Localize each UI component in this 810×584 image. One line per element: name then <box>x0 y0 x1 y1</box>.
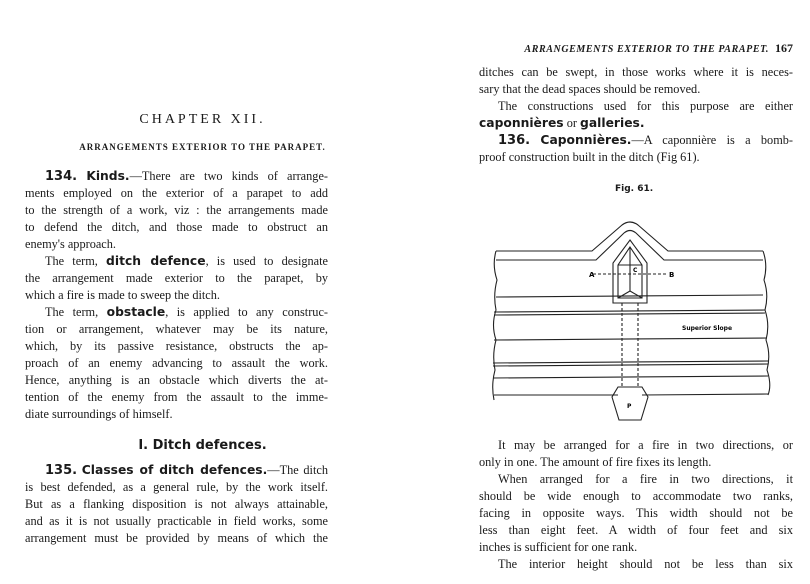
running-head <box>480 41 793 56</box>
para-number: 135. <box>45 463 78 478</box>
text-line: to defend the ditch, and those made to obstruct an <box>25 220 328 234</box>
text-line: ments employed on the exterior of a parapet to add <box>25 186 328 200</box>
para-135-first-line <box>45 462 328 479</box>
term-ditch-defence: ditch defence <box>106 254 206 268</box>
para-number: 134. <box>45 169 78 184</box>
band-line <box>493 361 768 363</box>
band-line <box>493 376 768 378</box>
figure-letter-a: A <box>589 271 595 279</box>
term-galleries: galleries. <box>580 116 645 130</box>
text-line: The constructions used for this purpose are either <box>498 99 793 113</box>
break-edge-right <box>763 251 770 395</box>
text-line: enemy's approach. <box>25 237 116 251</box>
figure-letter-b: B <box>669 271 675 279</box>
text-span: —The ditch <box>267 463 329 477</box>
para-heading: Classes of ditch defences. <box>81 463 268 477</box>
text-line: should be wide enough to accommodate two ranks, <box>479 489 793 503</box>
text-line: When arranged for a fire in two directions, it <box>498 472 793 486</box>
band-line <box>642 394 768 395</box>
figure-letter-p: P <box>627 403 632 410</box>
band-line <box>496 295 763 297</box>
band-line <box>494 338 767 340</box>
text-line: arrangement must be provided by means of which the <box>25 531 328 545</box>
text-line: It may be arranged for a fire in two directions, or <box>498 438 793 452</box>
text-line: diate surroundings of himself. <box>25 407 173 421</box>
text-line: The interior height should not be less than six <box>498 557 793 571</box>
text-span: The term, <box>45 254 107 268</box>
figure-letter-c: C <box>633 267 638 274</box>
text-span: —A caponnière is a bomb- <box>631 133 794 147</box>
term-caponnieres: caponnières <box>479 116 564 130</box>
text-line: the arrangement made exterior to the parapet, by <box>25 271 328 285</box>
figure-label: Fig. 61. <box>615 184 654 194</box>
figure-slope-label: Superior Slope <box>682 325 733 332</box>
band-line <box>494 313 765 315</box>
text-line: is best defended, as a general rule, by the work itself. <box>25 480 328 494</box>
text-line: —There are two kinds of arrange- <box>129 169 328 183</box>
running-head-text: ARRANGEMENTS EXTERIOR TO THE PARAPET. <box>524 44 769 55</box>
text-line: only in one. The amount of fire fixes its length. <box>479 455 712 469</box>
section-heading: I. Ditch defences. <box>138 438 267 453</box>
caponniere-figure <box>480 195 780 430</box>
para-number: 136. <box>498 133 531 148</box>
para-heading: Kinds. <box>86 169 130 183</box>
chapter-title: CHAPTER XII. <box>139 112 266 127</box>
para-heading: Caponnières. <box>540 133 632 147</box>
band-line <box>494 310 765 312</box>
constructions-terms-line <box>479 115 645 132</box>
text-span: The term, <box>45 305 107 319</box>
text-line: tention of the enemy from the assault to the imme- <box>25 390 328 404</box>
text-line: facing in opposite ways. This width should not be <box>479 506 793 520</box>
text-line: proof construction built in the ditch (Fig 61). <box>479 150 700 164</box>
text-line: proach of an enemy advancing to assault the work. <box>25 356 328 370</box>
para-ditch-defence-first-line <box>45 253 328 270</box>
text-line: But as a flanking disposition is not always attainable, <box>25 497 328 511</box>
text-line: Hence, anything is an obstacle which diverts the at- <box>25 373 328 387</box>
text-line: to the strength of a work, viz : the arrangements made <box>25 203 328 217</box>
text-line: ditches can be swept, in those works where it is neces- <box>479 65 793 79</box>
para-obstacle-first-line <box>45 304 328 321</box>
chapter-subtitle: ARRANGEMENTS EXTERIOR TO THE PARAPET. <box>79 142 326 152</box>
text-line: which a fire is made to sweep the ditch. <box>25 288 220 302</box>
band-line <box>493 364 768 366</box>
text-line: less than eight feet. A width of four feet and six <box>479 523 793 537</box>
para-136-first-line <box>498 132 793 149</box>
text-span: or <box>563 116 581 130</box>
text-span: , is applied to any construc- <box>165 305 328 319</box>
text-line: sary that the dead spaces should be removed. <box>479 82 701 96</box>
text-line: which, by its passive resistance, obstructs the ap- <box>25 339 328 353</box>
text-line: inches is sufficient for one rank. <box>479 540 638 554</box>
text-span: , is used to designate <box>205 254 329 268</box>
crest-outer-line <box>496 222 763 251</box>
page-number: 167 <box>775 41 793 55</box>
para-134-first-line <box>45 168 328 185</box>
text-line: tion or arrangement, whatever may be its nature, <box>25 322 328 336</box>
term-obstacle: obstacle <box>106 305 166 319</box>
text-line: and as it is not usually practicable in field works, some <box>25 514 328 528</box>
